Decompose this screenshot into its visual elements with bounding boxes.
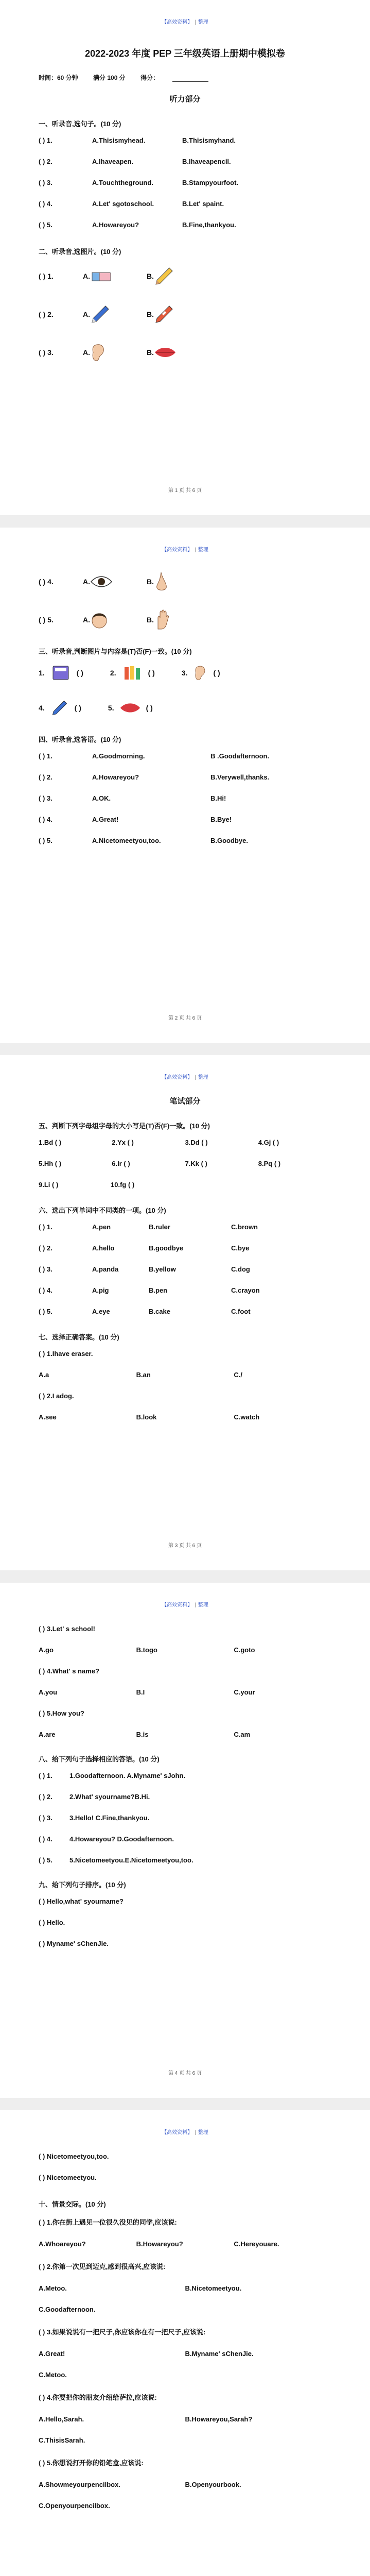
section-1-title: 一、听录音,选句子。(10 分) [39,120,121,128]
section-2 [39,264,331,364]
question-row: ( ) 4. 4.Howareyou? D.Goodafternoon. [39,1835,174,1843]
section-7: ( ) 1.Ihave eraser. A.a B.an C./ ( ) 2.I adog. A.see B.look C.watch [39,1350,260,1421]
section-9-title: 九、给下列句子排序。(10 分) [39,1881,126,1889]
section-9: ( ) Hello,what' syourname? ( ) Hello. ( ) Myname' sChenJie. [39,1897,124,1947]
picture-row: ( ) 1. A. B. [39,264,331,288]
section-3-title: 三、听录音,判断图片与内容是(T)否(F)一致。(10 分) [39,648,192,655]
section-2-title: 二、听录音,选图片。(10 分) [39,248,121,256]
section-10-title: 十、情景交际。(10 分) [39,2200,106,2208]
question-row: ( ) 3. A.Touchtheground. B.Stampyourfoot. [39,179,239,187]
question-row: ( ) 3. A.panda B.yellow C.dog [39,1265,250,1273]
page-header: 【高效资料】 | 整理 [162,20,208,25]
question-row: ( ) 1. A.Thisismyhead. B.Thisismyhand. [39,137,236,144]
hand-icon [154,608,210,632]
pencil-icon [50,699,69,717]
nose-icon [154,570,210,594]
section-8-title: 八、给下列句子选择相应的答语。(10 分) [39,1755,160,1763]
book-icon [50,664,72,682]
picture-row: ( ) 3. A. B. [39,341,331,364]
page-header: 【高效资料】 | 整理 [162,1602,208,1608]
picture-row: 4. ( ) 5. ( ) [39,699,331,717]
section-8 [39,1772,331,1864]
question-row: ( ) 3. 3.Hello! C.Fine,thankyou. [39,1814,150,1822]
mouth-icon [154,341,210,364]
page-header: 【高效资料】 | 整理 [162,2130,208,2136]
ear-icon [90,341,147,364]
question-row: ( ) 5. A.Nicetomeetyou,too. B.Goodbye. [39,837,248,844]
page-3 [0,1055,370,1570]
pencil-icon [154,264,210,288]
header-brand[interactable]: 【高效资料】 [162,20,193,25]
ear-icon [193,664,208,682]
question-row: ( ) 4. A.pig B.pen C.crayon [39,1286,260,1294]
crayon-icon [154,302,210,326]
section-7-continued: ( ) 3.Let' s school! A.go B.togo C.goto ( ) 4.What' s name? A.you B.I C.your ( ) 5.How you? A.are B.is C.am [39,1625,255,1738]
section-5: 1.Bd ( ) 2.Yx ( ) 3.Dd ( ) 4.Gj ( ) 5.Hh ( ) 6.Ir ( ) 7.Kk ( ) 8.Pq ( ) 9.Li ( ) 10.fg ( ) [39,1139,281,1189]
question-row: ( ) 1. 1.Goodafternoon. A.Myname' sJohn. [39,1772,186,1780]
head-icon [90,608,147,632]
exam-info: 时间：60 分钟 满分 100 分 得分： [39,73,331,82]
section-4-title: 四、听录音,选答语。(10 分) [39,736,121,743]
page-header: 【高效资料】 | 整理 [162,547,208,553]
page-footer: 第 4 页 共 6 页 [168,2071,202,2076]
question-row: ( ) 1. A.pen B.ruler C.brown [39,1223,258,1231]
pen-icon [90,302,147,326]
section-1 [39,137,331,229]
page-1 [0,0,370,515]
picture-row: ( ) 2. A. B. [39,302,331,326]
part-title: 笔试部分 [169,1097,201,1106]
question-row: ( ) 4. A.Let' sgotoschool. B.Let' spaint. [39,200,224,208]
score-blank[interactable] [172,76,208,82]
page-2 [0,528,370,1043]
question-row: ( ) 4. A.Great! B.Bye! [39,816,232,823]
section-6 [39,1223,331,1315]
picture-row: ( ) 4. A. B. [39,570,331,594]
page-header: 【高效资料】 | 整理 [162,1075,208,1080]
section-9-continued: ( ) Nicetomeetyou,too. ( ) Nicetomeetyou. [39,2153,109,2181]
section-10: ( ) 1.你在街上遇见一位很久没见的同学,应该说: A.Whoareyou? B.Howareyou? C.Hereyouare. ( ) 2.你第一次见到迈克,感到很高兴,应该说: A.Metoo. B.Nicetomeetyou. C.Goodafternoon. ( ) 3.如果说说有一把尺子,你应该你在有一把尺子,应该说: A.Great! B.Myname' sChenJie. C.Metoo. ( ) 4.你要把你的朋友介绍给萨拉,应该说: A.Hello,Sarah. B.Howareyou,Sarah? C.ThisisSarah. ( ) 5.你想说打开你的铅笔盒,应该说: A.Showmeyourpencilbox. B.Openyourbook. C.Openyourpencilbox. [39,2218,279,2510]
page-title: 2022-2023 年度 PEP 三年级英语上册期中模拟卷 [85,48,285,59]
question-row: ( ) 2. A.Ihaveapen. B.Ihaveapencil. [39,158,231,165]
question-row: ( ) 3. A.OK. B.Hi! [39,794,226,802]
mouth-icon [119,702,141,714]
section-7-title: 七、选择正确答案。(10 分) [39,1333,119,1341]
question-row: ( ) 5. A.eye B.cake C.foot [39,1308,251,1315]
page-footer: 第 2 页 共 6 页 [168,1015,202,1021]
section-6-title: 六、选出下列单词中不同类的一项。(10 分) [39,1207,166,1214]
question-row: ( ) 5. 5.Nicetomeetyou.E.Nicetomeetyou,too. [39,1856,193,1864]
section-5-title: 五、判断下列字母组字母的大小写是(T)否(F)一致。(10 分) [39,1122,210,1130]
section-4 [39,752,331,844]
crayons-icon [121,664,143,682]
picture-row: ( ) 5. A. B. [39,608,331,632]
section-3 [39,664,331,717]
eye-icon [90,570,147,594]
question-row: ( ) 2. A.hello B.goodbye C.bye [39,1244,250,1252]
section-2-continued [39,570,331,632]
page-footer: 第 1 页 共 6 页 [168,488,202,494]
page-5 [0,2110,370,2576]
page-footer: 第 3 页 共 6 页 [168,1543,202,1549]
question-row: ( ) 1. A.Goodmorning. B .Goodafternoon. [39,752,270,760]
eraser-icon [90,264,147,288]
question-row: ( ) 2. 2.What' syourname?B.Hi. [39,1793,150,1801]
question-row: ( ) 5. A.Howareyou? B.Fine,thankyou. [39,221,236,229]
part-title: 听力部分 [169,95,201,104]
question-row: ( ) 2. A.Howareyou? B.Verywell,thanks. [39,773,270,781]
picture-row: 1. ( ) 2. ( ) 3. ( ) [39,664,331,682]
page-4 [0,1583,370,2098]
